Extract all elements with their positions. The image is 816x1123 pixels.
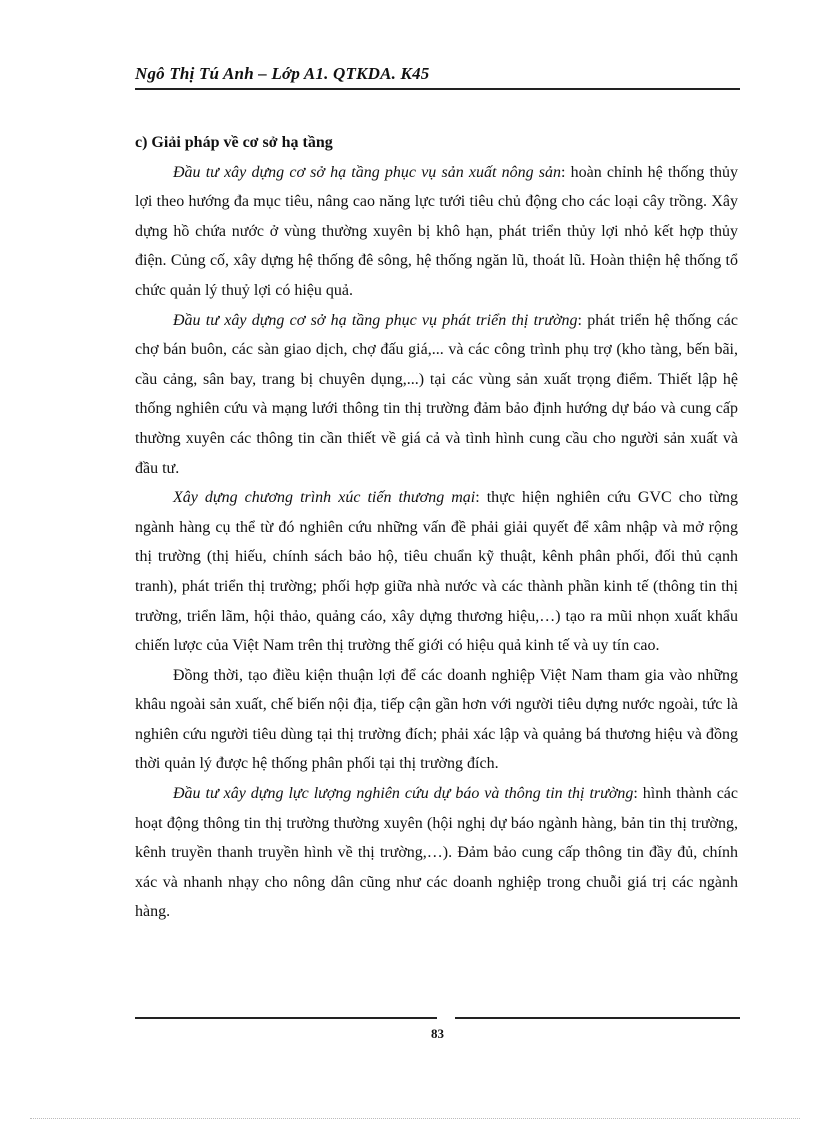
section-heading: c) Giải pháp về cơ sở hạ tầng	[135, 134, 333, 151]
paragraph-lead: Xây dựng chương trình xúc tiến thương mại	[173, 489, 476, 507]
paragraph-text: Đồng thời, tạo điều kiện thuận lợi để các doanh nghiệp Việt Nam tham gia vào những khâu ngoài sản xuất, chế biến nội địa, tiếp cận gần hơn với người tiêu dựng nước ngoài, tức là nghiên cứu người tiêu dùng tại thị trường đích; phải xác lập và quảng bá thương hiệu và đồng thời quản lý được hệ thống phân phối tại thị trường đích.	[135, 666, 738, 773]
paragraph-lead: Đầu tư xây dựng lực lượng nghiên cứu dự báo và thông tin thị trường	[173, 785, 634, 803]
paragraph-text: : hoàn chỉnh hệ thống thủy lợi theo hướng đa mục tiêu, nâng cao năng lực tưới tiêu chủ động cho các loại cây trồng. Xây dựng hồ chứa nước ở vùng thường xuyên bị khô hạn, phát triển thủy lợi nhỏ kết hợp thủy điện. Củng cố, xây dựng hệ thống đê sông, hệ thống ngăn lũ, thoát lũ. Hoàn thiện hệ thống tổ chức quản lý thuỷ lợi có hiệu quả.	[135, 163, 738, 299]
page-number: 83	[431, 1026, 444, 1041]
paragraph-lead: Đầu tư xây dựng cơ sở hạ tầng phục vụ phát triển thị trường	[173, 311, 578, 329]
paragraph-infrastructure-production	[135, 158, 738, 306]
paragraph-lead: Đầu tư xây dựng cơ sở hạ tầng phục vụ sản xuất nông sản	[173, 163, 562, 181]
paragraph-text: : phát triển hệ thống các chợ bán buôn, các sàn giao dịch, chợ đấu giá,... và các công trình phụ trợ (kho tàng, bến bãi, cầu cảng, sân bay, trang bị chuyên dụng,...) tại các vùng sản xuất trọng điểm. Thiết lập hệ thống nghiên cứu và mạng lưới thông tin thị trường đảm bảo định hướng dự báo và cung cấp thường xuyên các thông tin cần thiết về giá cả và tình hình cung cầu cho người sản xuất và đầu tư.	[135, 311, 738, 477]
page-bottom-divider	[30, 1118, 800, 1119]
paragraph-infrastructure-market	[135, 306, 738, 484]
paragraph-text: : thực hiện nghiên cứu GVC cho từng ngành hàng cụ thể từ đó nghiên cứu những vấn đề phải giải quyết để xâm nhập và mở rộng thị trường (thị hiếu, chính sách bảo hộ, tiêu chuẩn kỹ thuật, kênh phân phối, đối thủ cạnh tranh), phát triển thị trường; phối hợp giữa nhà nước và các thành phần kinh tế (thông tin thị trường, triển lãm, hội thảo, quảng cáo, xây dựng thương hiệu,…) tạo ra mũi nhọn xuất khẩu chiến lược của Việt Nam trên thị trường thế giới có hiệu quả kinh tế và uy tín cao.	[135, 489, 739, 655]
footer-rule-right	[455, 1017, 740, 1019]
running-header: Ngô Thị Tú Anh – Lớp A1. QTKDA. K45	[135, 64, 740, 90]
paragraph-forecast-information	[135, 779, 738, 927]
footer-rule-left	[135, 1017, 437, 1019]
paragraph-trade-promotion	[135, 483, 738, 661]
paragraph-text: : hình thành các hoạt động thông tin thị trường thường xuyên (hội nghị dự báo ngành hàng, bản tin thị trường, kênh truyền thanh truyền hình về thị trường,…). Đảm bảo cung cấp thông tin đầy đủ, chính xác và nhanh nhạy cho nông dân cũng như các doanh nghiệp trong chuỗi giá trị các ngành hàng.	[135, 785, 738, 921]
paragraph-enterprise-support	[135, 661, 738, 779]
body-text	[135, 128, 738, 927]
